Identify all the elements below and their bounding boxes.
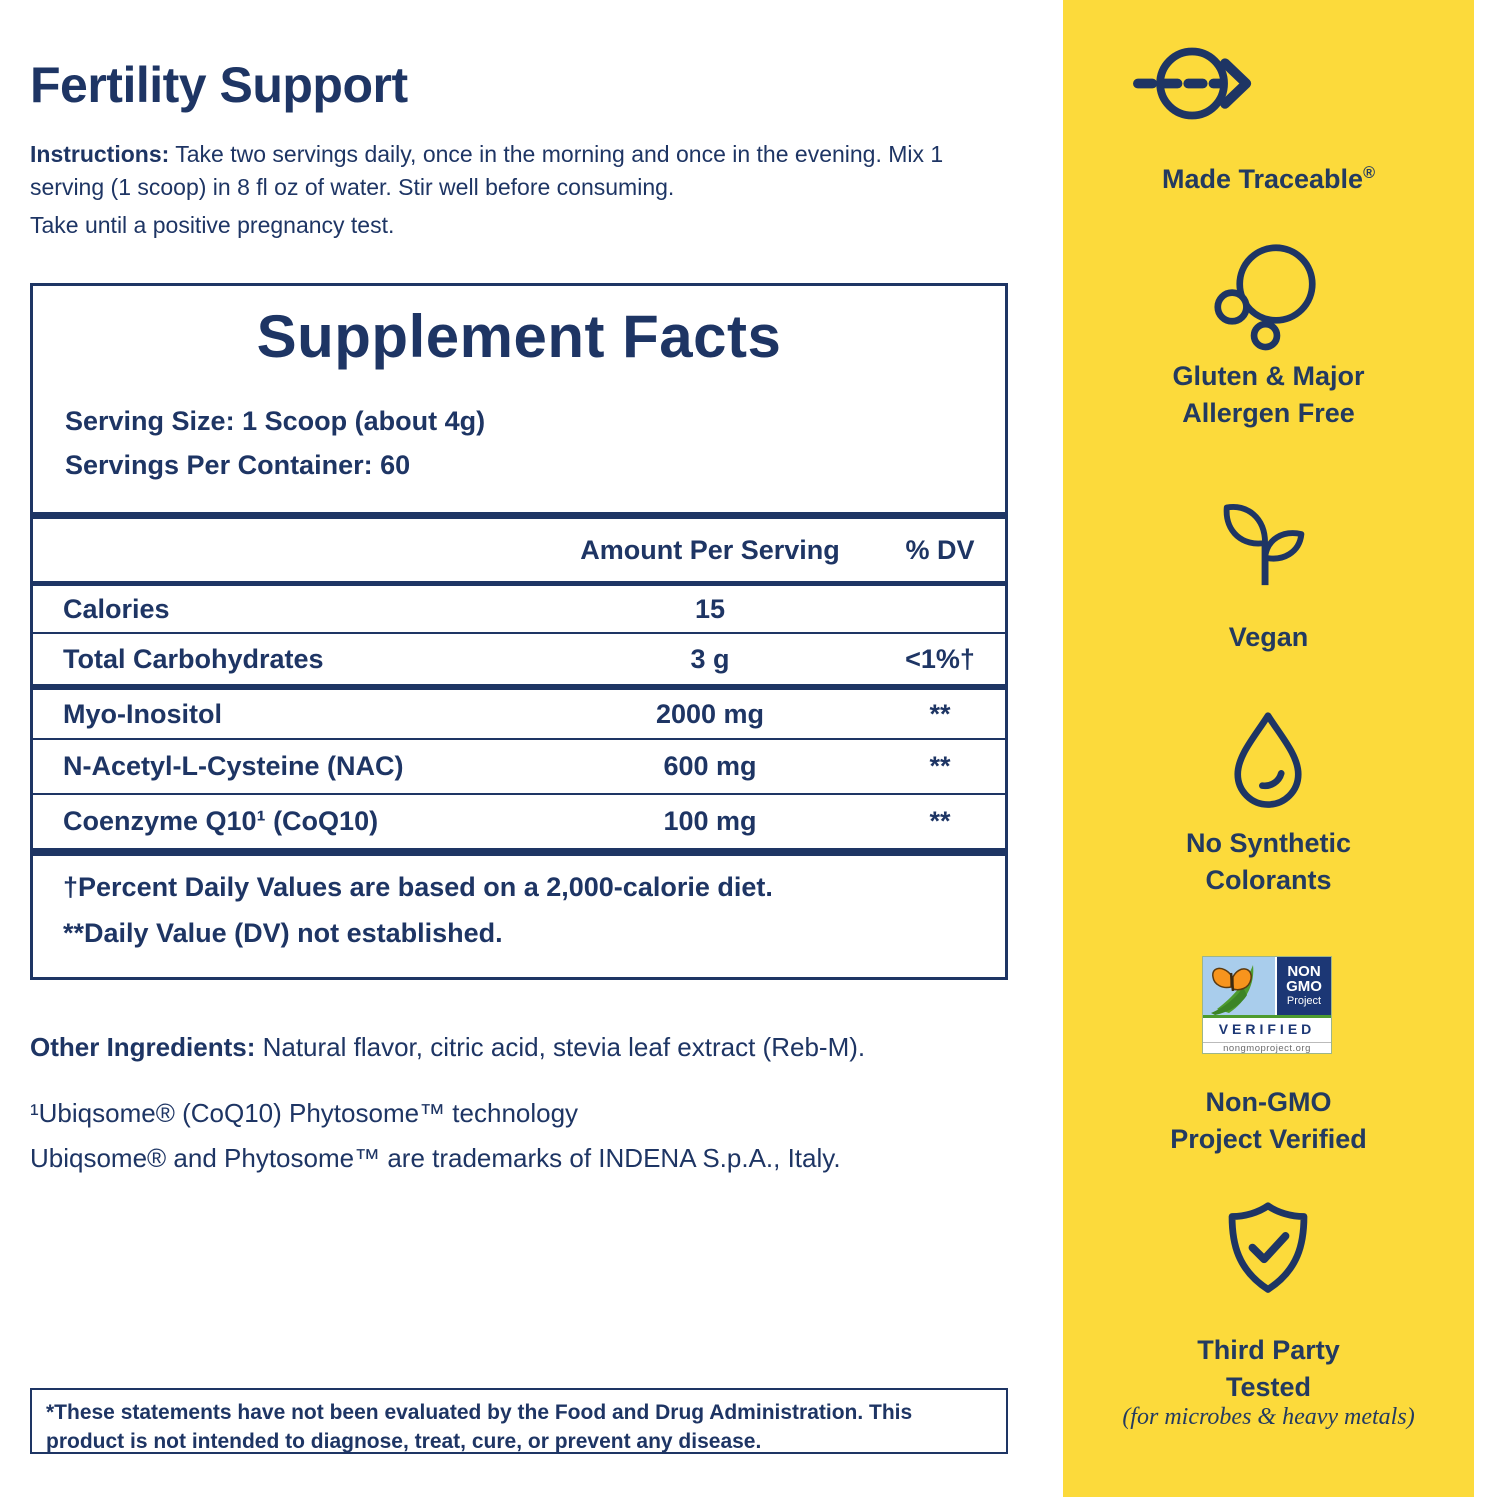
- seal-project: Project: [1286, 994, 1322, 1007]
- butterfly-icon: [1203, 957, 1275, 1015]
- divider-thick: [33, 848, 1005, 856]
- table-row-coq10: [33, 795, 1005, 848]
- footnote-daily-values: †Percent Daily Values are based on a 2,000-calorie diet.: [63, 872, 773, 902]
- allergen-free-line2: Allergen Free: [1182, 398, 1355, 428]
- other-ingredients-label: Other Ingredients:: [30, 1032, 256, 1062]
- serving-size-value: 1 Scoop (about 4g): [234, 406, 486, 436]
- table-row-myo-inositol: [33, 690, 1005, 740]
- row-label: Calories: [63, 593, 170, 624]
- row-label: N-Acetyl-L-Cysteine (NAC): [63, 751, 404, 781]
- divider-thick: [33, 512, 1005, 519]
- row-dv: <1%†: [905, 643, 975, 674]
- instructions-label: Instructions:: [30, 141, 170, 167]
- seal-gmo: GMO: [1286, 977, 1322, 995]
- row-dv: **: [929, 698, 951, 729]
- seal-url: nongmoproject.org: [1203, 1042, 1331, 1056]
- other-ingredients-line: [30, 1032, 990, 1063]
- made-traceable-label: [1063, 155, 1474, 198]
- row-amount: 2000 mg: [655, 698, 765, 729]
- table-header-row: [33, 519, 1005, 581]
- trademark-note: Ubiqsome® and Phytosome™ are trademarks of INDENA S.p.A., Italy.: [30, 1143, 841, 1173]
- row-label: Coenzyme Q10¹ (CoQ10): [63, 806, 379, 836]
- serving-size-label: Serving Size:: [65, 406, 235, 436]
- non-gmo-project-seal: [1202, 956, 1332, 1054]
- allergen-free-icon: [1213, 238, 1318, 353]
- instructions-text: [30, 138, 990, 204]
- no-colorants-icon: [1220, 710, 1316, 814]
- footnote-dv-not-established: **Daily Value (DV) not established.: [63, 918, 503, 948]
- seal-top: [1203, 957, 1331, 1015]
- servings-value: 60: [372, 450, 411, 480]
- no-colorants-line1: No Synthetic: [1185, 828, 1352, 858]
- vegan-label: Vegan: [1228, 622, 1309, 652]
- table-row-carbohydrates: [33, 634, 1005, 684]
- row-label: Total Carbohydrates: [63, 643, 324, 674]
- seal-non: NON: [1287, 962, 1321, 980]
- seal-butterfly-art: [1203, 957, 1275, 1015]
- no-colorants-line2: Colorants: [1205, 865, 1332, 895]
- row-amount: 100 mg: [663, 806, 757, 836]
- other-ingredients-text: Natural flavor, citric acid, stevia leaf extract (Reb-M).: [255, 1032, 866, 1062]
- no-colorants-label: [1063, 825, 1474, 899]
- supplement-facts-panel: [30, 283, 1008, 980]
- table-row-nac: [33, 740, 1005, 795]
- servings-per-container-line: [65, 450, 410, 481]
- supplement-facts-heading: Supplement Facts: [256, 303, 782, 370]
- table-row-calories: [33, 586, 1005, 634]
- serving-size-line: [65, 406, 485, 437]
- row-label: Myo-Inositol: [63, 698, 222, 729]
- column-header-amount: Amount Per Serving: [580, 534, 840, 565]
- third-party-tested-icon: [1219, 1200, 1317, 1302]
- allergen-free-line1: Gluten & Major: [1172, 361, 1365, 391]
- allergen-free-label: [1063, 358, 1474, 432]
- non-gmo-line1: Non-GMO: [1205, 1087, 1332, 1117]
- third-party-note: (for microbes & heavy metals): [1122, 1404, 1415, 1430]
- third-party-label: [1063, 1332, 1474, 1406]
- made-traceable-text: Made Traceable: [1161, 164, 1364, 194]
- badge-sidebar: [1063, 0, 1474, 1497]
- column-header-dv: % DV: [905, 534, 975, 565]
- take-until-note: Take until a positive pregnancy test.: [30, 212, 395, 238]
- row-amount: 3 g: [690, 643, 730, 674]
- row-amount: 15: [694, 593, 726, 624]
- facts-table: [33, 512, 1005, 956]
- seal-wordmark: [1275, 957, 1331, 1015]
- vegan-icon: [1214, 488, 1322, 588]
- third-party-line2: Tested: [1225, 1372, 1312, 1402]
- row-amount: 600 mg: [663, 751, 757, 781]
- registered-mark: ®: [1363, 164, 1376, 182]
- row-dv: **: [929, 806, 951, 836]
- servings-label: Servings Per Container:: [65, 450, 373, 480]
- non-gmo-label: [1063, 1084, 1474, 1158]
- made-traceable-icon: [1127, 38, 1263, 130]
- seal-verified-band: VERIFIED: [1203, 1015, 1331, 1042]
- row-dv: **: [929, 751, 951, 781]
- instructions-body: Take two servings daily, once in the morning and once in the evening. Mix 1 serving (1 scoop) in 8 fl oz of water. Stir well before consuming.: [30, 141, 944, 200]
- page-title: Fertility Support: [30, 57, 408, 113]
- table-footnotes: [63, 864, 1005, 956]
- non-gmo-line2: Project Verified: [1170, 1124, 1367, 1154]
- ubiqsome-technology-note: ¹Ubiqsome® (CoQ10) Phytosome™ technology: [30, 1098, 579, 1128]
- third-party-line1: Third Party: [1197, 1335, 1340, 1365]
- fda-disclaimer: *These statements have not been evaluated by the Food and Drug Administration. This product is not intended to diagnose, treat, cure, or prevent any disease.: [30, 1388, 1008, 1454]
